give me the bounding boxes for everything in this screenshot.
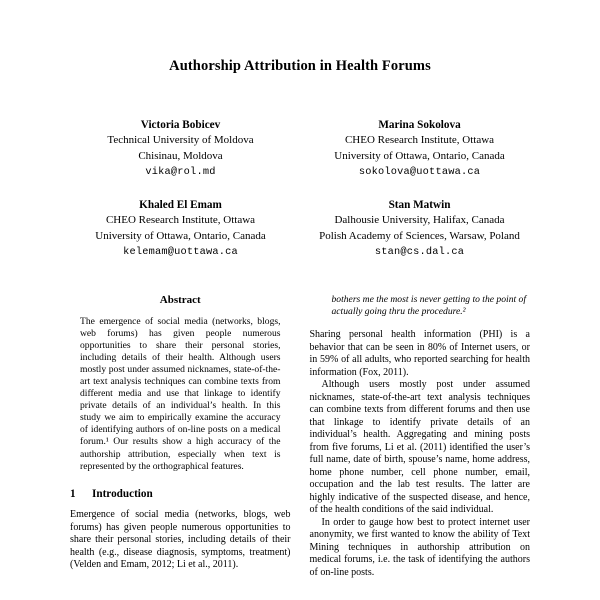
body-paragraph: Sharing personal health information (PHI) is a behavior that can be seen in 80% of Internet users, or in 59% of all adults, who reported searching for health information (Fox, 2011). <box>309 329 530 378</box>
body-paragraph: Although users mostly post under assumed nicknames, state-of-the-art text analysis techniques can combine texts from different forums and then use that linkage to identify private details of an individual’s health. Aggregating and mining posts from five forums, Li et al. (2011) identified the user’s full name, date of birth, spouse’s name, home address, home phone number, cell phone number, email, occupation and the lab test results. The latter are highly indicative of the suspected disease, and hence, of the health conditions of the said individual. <box>309 379 530 516</box>
author-name: Khaled El Emam <box>139 199 222 211</box>
author-affiliation: CHEO Research Institute, Ottawa <box>344 134 495 146</box>
author-affiliation: Dalhousie University, Halifax, Canada <box>334 214 505 226</box>
author-email: kelemam@uottawa.ca <box>123 246 238 258</box>
author-affiliation: Polish Academy of Sciences, Warsaw, Poland <box>319 229 520 242</box>
author-email: vika@rol.md <box>145 166 216 178</box>
author-affiliation: Technical University of Moldova <box>107 134 254 146</box>
author-block-victoria-bobicev <box>70 117 291 180</box>
section-heading-introduction <box>70 488 291 501</box>
author-block-khaled-el-emam <box>70 197 291 260</box>
opening-quote: bothers me the most is never getting to the point of actually going thru the procedure.² <box>331 294 527 318</box>
author-affiliation: University of Ottawa, Ontario, Canada <box>95 229 266 242</box>
abstract-text: The emergence of social media (networks, blogs, web forums) has given people numerous opportunities to share their personal stories, including details of their health. Although users mostly post under assumed nicknames, state-of-the-art text analysis techniques can combine texts from different media and use that linkage to identify private details of an individual’s health. In this study we aim to empirically examine the accuracy of identifying authors of on-line posts on a medical forum.¹ Our results show a high accuracy of the authorship attribution, especially when text is represented by the orthographical features. <box>80 315 281 472</box>
left-column <box>70 294 291 572</box>
right-column <box>310 294 531 579</box>
authors-block <box>70 117 530 260</box>
author-block-marina-sokolova <box>309 117 530 180</box>
author-email: sokolova@uottawa.ca <box>358 166 481 178</box>
author-affiliation: Chisinau, Moldova <box>138 149 223 162</box>
author-email: stan@cs.dal.ca <box>374 246 465 258</box>
author-name: Marina Sokolova <box>378 119 461 131</box>
author-name: Stan Matwin <box>388 199 451 211</box>
author-name: Victoria Bobicev <box>140 119 221 131</box>
paper-title: Authorship Attribution in Health Forums <box>169 58 431 74</box>
section-number: 1 <box>70 487 76 500</box>
author-affiliation: CHEO Research Institute, Ottawa <box>105 214 256 226</box>
body-paragraph: In order to gauge how best to protect internet user anonymity, we first wanted to know the ability of Text Mining techniques in authorship attribution on medical forums, i.e. the task of identifying the authors of on-line posts. <box>309 516 530 578</box>
author-block-stan-matwin <box>309 197 530 260</box>
intro-paragraph: Emergence of social media (networks, blogs, web forums) has given people numerous opportunities to share their personal stories, including details of their health (e.g., disease diagnosis, symptoms, treatment) (Velden and Emam, 2012; Li et al., 2011). <box>70 509 291 571</box>
abstract-heading: Abstract <box>159 294 201 306</box>
two-column-body <box>70 294 530 579</box>
section-title: Introduction <box>92 487 153 500</box>
author-affiliation: University of Ottawa, Ontario, Canada <box>334 149 505 162</box>
